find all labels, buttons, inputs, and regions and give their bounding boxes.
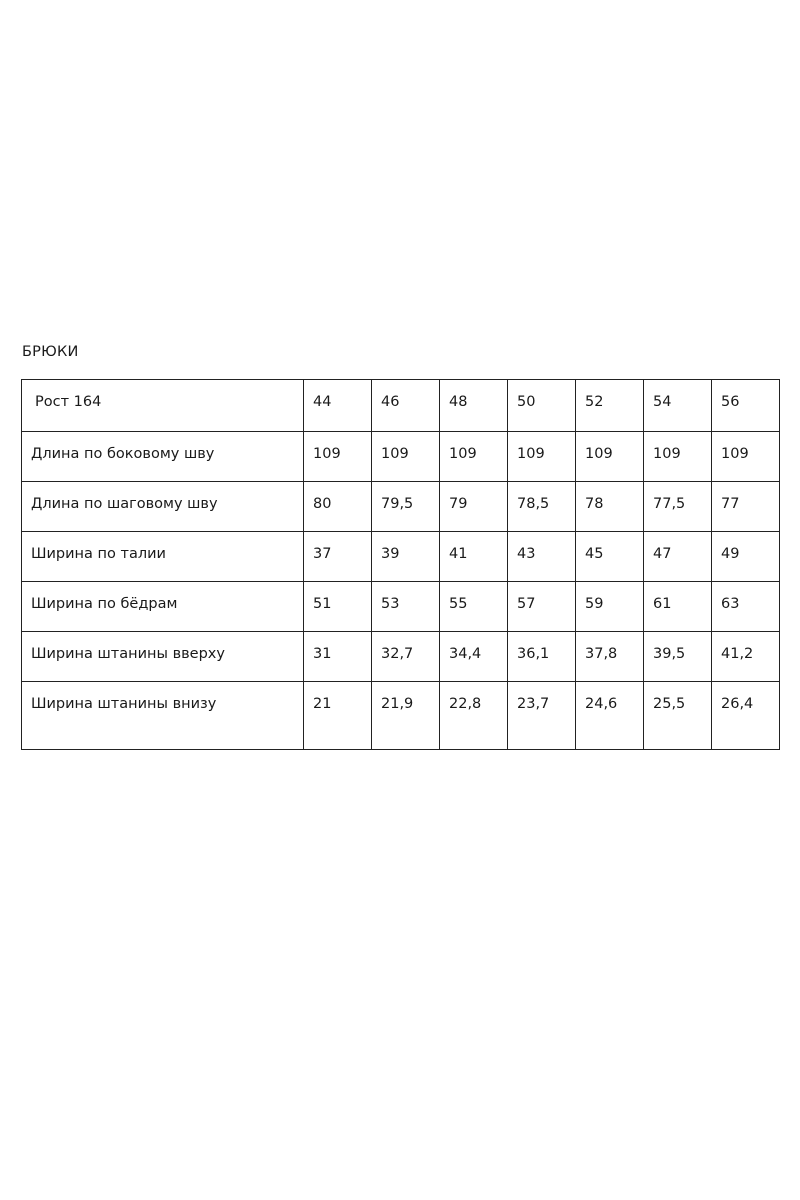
cell-value: 32,7 bbox=[372, 632, 440, 682]
cell-value: 21,9 bbox=[372, 682, 440, 750]
header-size-48: 48 bbox=[440, 380, 508, 432]
header-size-44: 44 bbox=[304, 380, 372, 432]
row-label: Длина по боковому шву bbox=[22, 432, 304, 482]
table-row bbox=[22, 582, 780, 632]
cell-value: 45 bbox=[576, 532, 644, 582]
cell-value: 109 bbox=[644, 432, 712, 482]
cell-value: 78,5 bbox=[508, 482, 576, 532]
row-label: Ширина штанины внизу bbox=[22, 682, 304, 750]
cell-value: 24,6 bbox=[576, 682, 644, 750]
header-size-52: 52 bbox=[576, 380, 644, 432]
row-label: Ширина по талии bbox=[22, 532, 304, 582]
row-label: Длина по шаговому шву bbox=[22, 482, 304, 532]
cell-value: 39,5 bbox=[644, 632, 712, 682]
cell-value: 109 bbox=[508, 432, 576, 482]
cell-value: 31 bbox=[304, 632, 372, 682]
header-size-46: 46 bbox=[372, 380, 440, 432]
cell-value: 21 bbox=[304, 682, 372, 750]
cell-value: 36,1 bbox=[508, 632, 576, 682]
cell-value: 51 bbox=[304, 582, 372, 632]
header-size-50: 50 bbox=[508, 380, 576, 432]
row-label: Ширина по бёдрам bbox=[22, 582, 304, 632]
cell-value: 37 bbox=[304, 532, 372, 582]
cell-value: 109 bbox=[440, 432, 508, 482]
cell-value: 63 bbox=[712, 582, 780, 632]
cell-value: 39 bbox=[372, 532, 440, 582]
cell-value: 37,8 bbox=[576, 632, 644, 682]
cell-value: 77 bbox=[712, 482, 780, 532]
cell-value: 41 bbox=[440, 532, 508, 582]
cell-value: 79,5 bbox=[372, 482, 440, 532]
cell-value: 43 bbox=[508, 532, 576, 582]
table-row bbox=[22, 532, 780, 582]
cell-value: 41,2 bbox=[712, 632, 780, 682]
cell-value: 55 bbox=[440, 582, 508, 632]
cell-value: 22,8 bbox=[440, 682, 508, 750]
cell-value: 61 bbox=[644, 582, 712, 632]
table-row bbox=[22, 432, 780, 482]
table-header-row bbox=[22, 380, 780, 432]
cell-value: 109 bbox=[712, 432, 780, 482]
cell-value: 78 bbox=[576, 482, 644, 532]
header-size-56: 56 bbox=[712, 380, 780, 432]
cell-value: 53 bbox=[372, 582, 440, 632]
cell-value: 79 bbox=[440, 482, 508, 532]
cell-value: 77,5 bbox=[644, 482, 712, 532]
row-label: Ширина штанины вверху bbox=[22, 632, 304, 682]
table-row bbox=[22, 632, 780, 682]
page-title: БРЮКИ bbox=[22, 344, 79, 360]
header-size-54: 54 bbox=[644, 380, 712, 432]
cell-value: 23,7 bbox=[508, 682, 576, 750]
table-row bbox=[22, 482, 780, 532]
cell-value: 109 bbox=[372, 432, 440, 482]
cell-value: 59 bbox=[576, 582, 644, 632]
header-label-height: Рост 164 bbox=[22, 380, 304, 432]
cell-value: 49 bbox=[712, 532, 780, 582]
size-chart-table bbox=[21, 379, 780, 750]
cell-value: 80 bbox=[304, 482, 372, 532]
cell-value: 34,4 bbox=[440, 632, 508, 682]
cell-value: 26,4 bbox=[712, 682, 780, 750]
table-row bbox=[22, 682, 780, 750]
cell-value: 25,5 bbox=[644, 682, 712, 750]
cell-value: 109 bbox=[304, 432, 372, 482]
cell-value: 109 bbox=[576, 432, 644, 482]
cell-value: 47 bbox=[644, 532, 712, 582]
cell-value: 57 bbox=[508, 582, 576, 632]
